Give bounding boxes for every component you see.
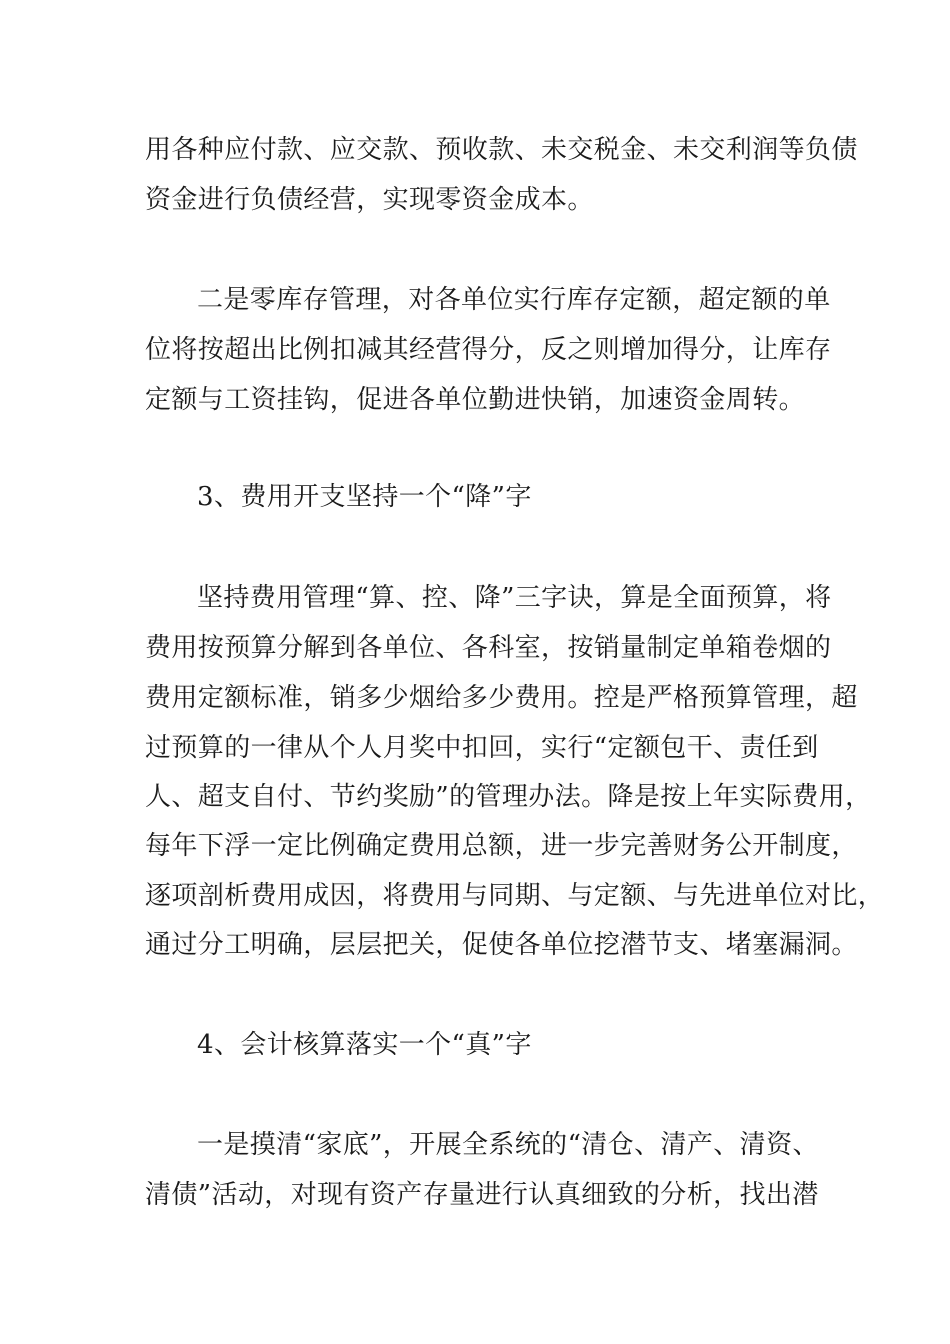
paragraph-4-line-2: 清债”活动，对现有资产存量进行认真细致的分析，找出潜 (145, 1180, 819, 1210)
heading-3: 3、费用开支坚持一个“降”字 (197, 482, 532, 512)
paragraph-3-line-7: 逐项剖析费用成因，将费用与同期、与定额、与先进单位对比， (145, 881, 885, 911)
paragraph-3-line-5: 人、超支自付、节约奖励”的管理办法。降是按上年实际费用， (145, 782, 872, 812)
paragraph-4-line-1: 一是摸清“家底”，开展全系统的“清仓、清产、清资、 (197, 1130, 819, 1160)
paragraph-2-line-2: 位将按超出比例扣减其经营得分，反之则增加得分，让库存 (145, 335, 832, 365)
paragraph-3-line-6: 每年下浮一定比例确定费用总额，进一步完善财务公开制度， (145, 831, 858, 861)
heading-4: 4、会计核算落实一个“真”字 (197, 1030, 532, 1060)
paragraph-3-line-2: 费用按预算分解到各单位、各科室，按销量制定单箱卷烟的 (145, 633, 832, 663)
paragraph-3-line-4: 过预算的一律从个人月奖中扣回，实行“定额包干、责任到 (145, 733, 819, 763)
paragraph-1-line-1: 用各种应付款、应交款、预收款、未交税金、未交利润等负债 (145, 135, 858, 165)
paragraph-2-line-1: 二是零库存管理，对各单位实行库存定额，超定额的单 (197, 285, 831, 315)
paragraph-1-line-2: 资金进行负债经营，实现零资金成本。 (145, 185, 594, 215)
paragraph-3-line-8: 通过分工明确，层层把关，促使各单位挖潜节支、堵塞漏洞。 (145, 930, 858, 960)
paragraph-2-line-3: 定额与工资挂钩，促进各单位勤进快销，加速资金周转。 (145, 385, 806, 415)
paragraph-3-line-1: 坚持费用管理“算、控、降”三字诀，算是全面预算，将 (197, 583, 832, 613)
paragraph-3-line-3: 费用定额标准，销多少烟给多少费用。控是严格预算管理，超 (145, 683, 858, 713)
